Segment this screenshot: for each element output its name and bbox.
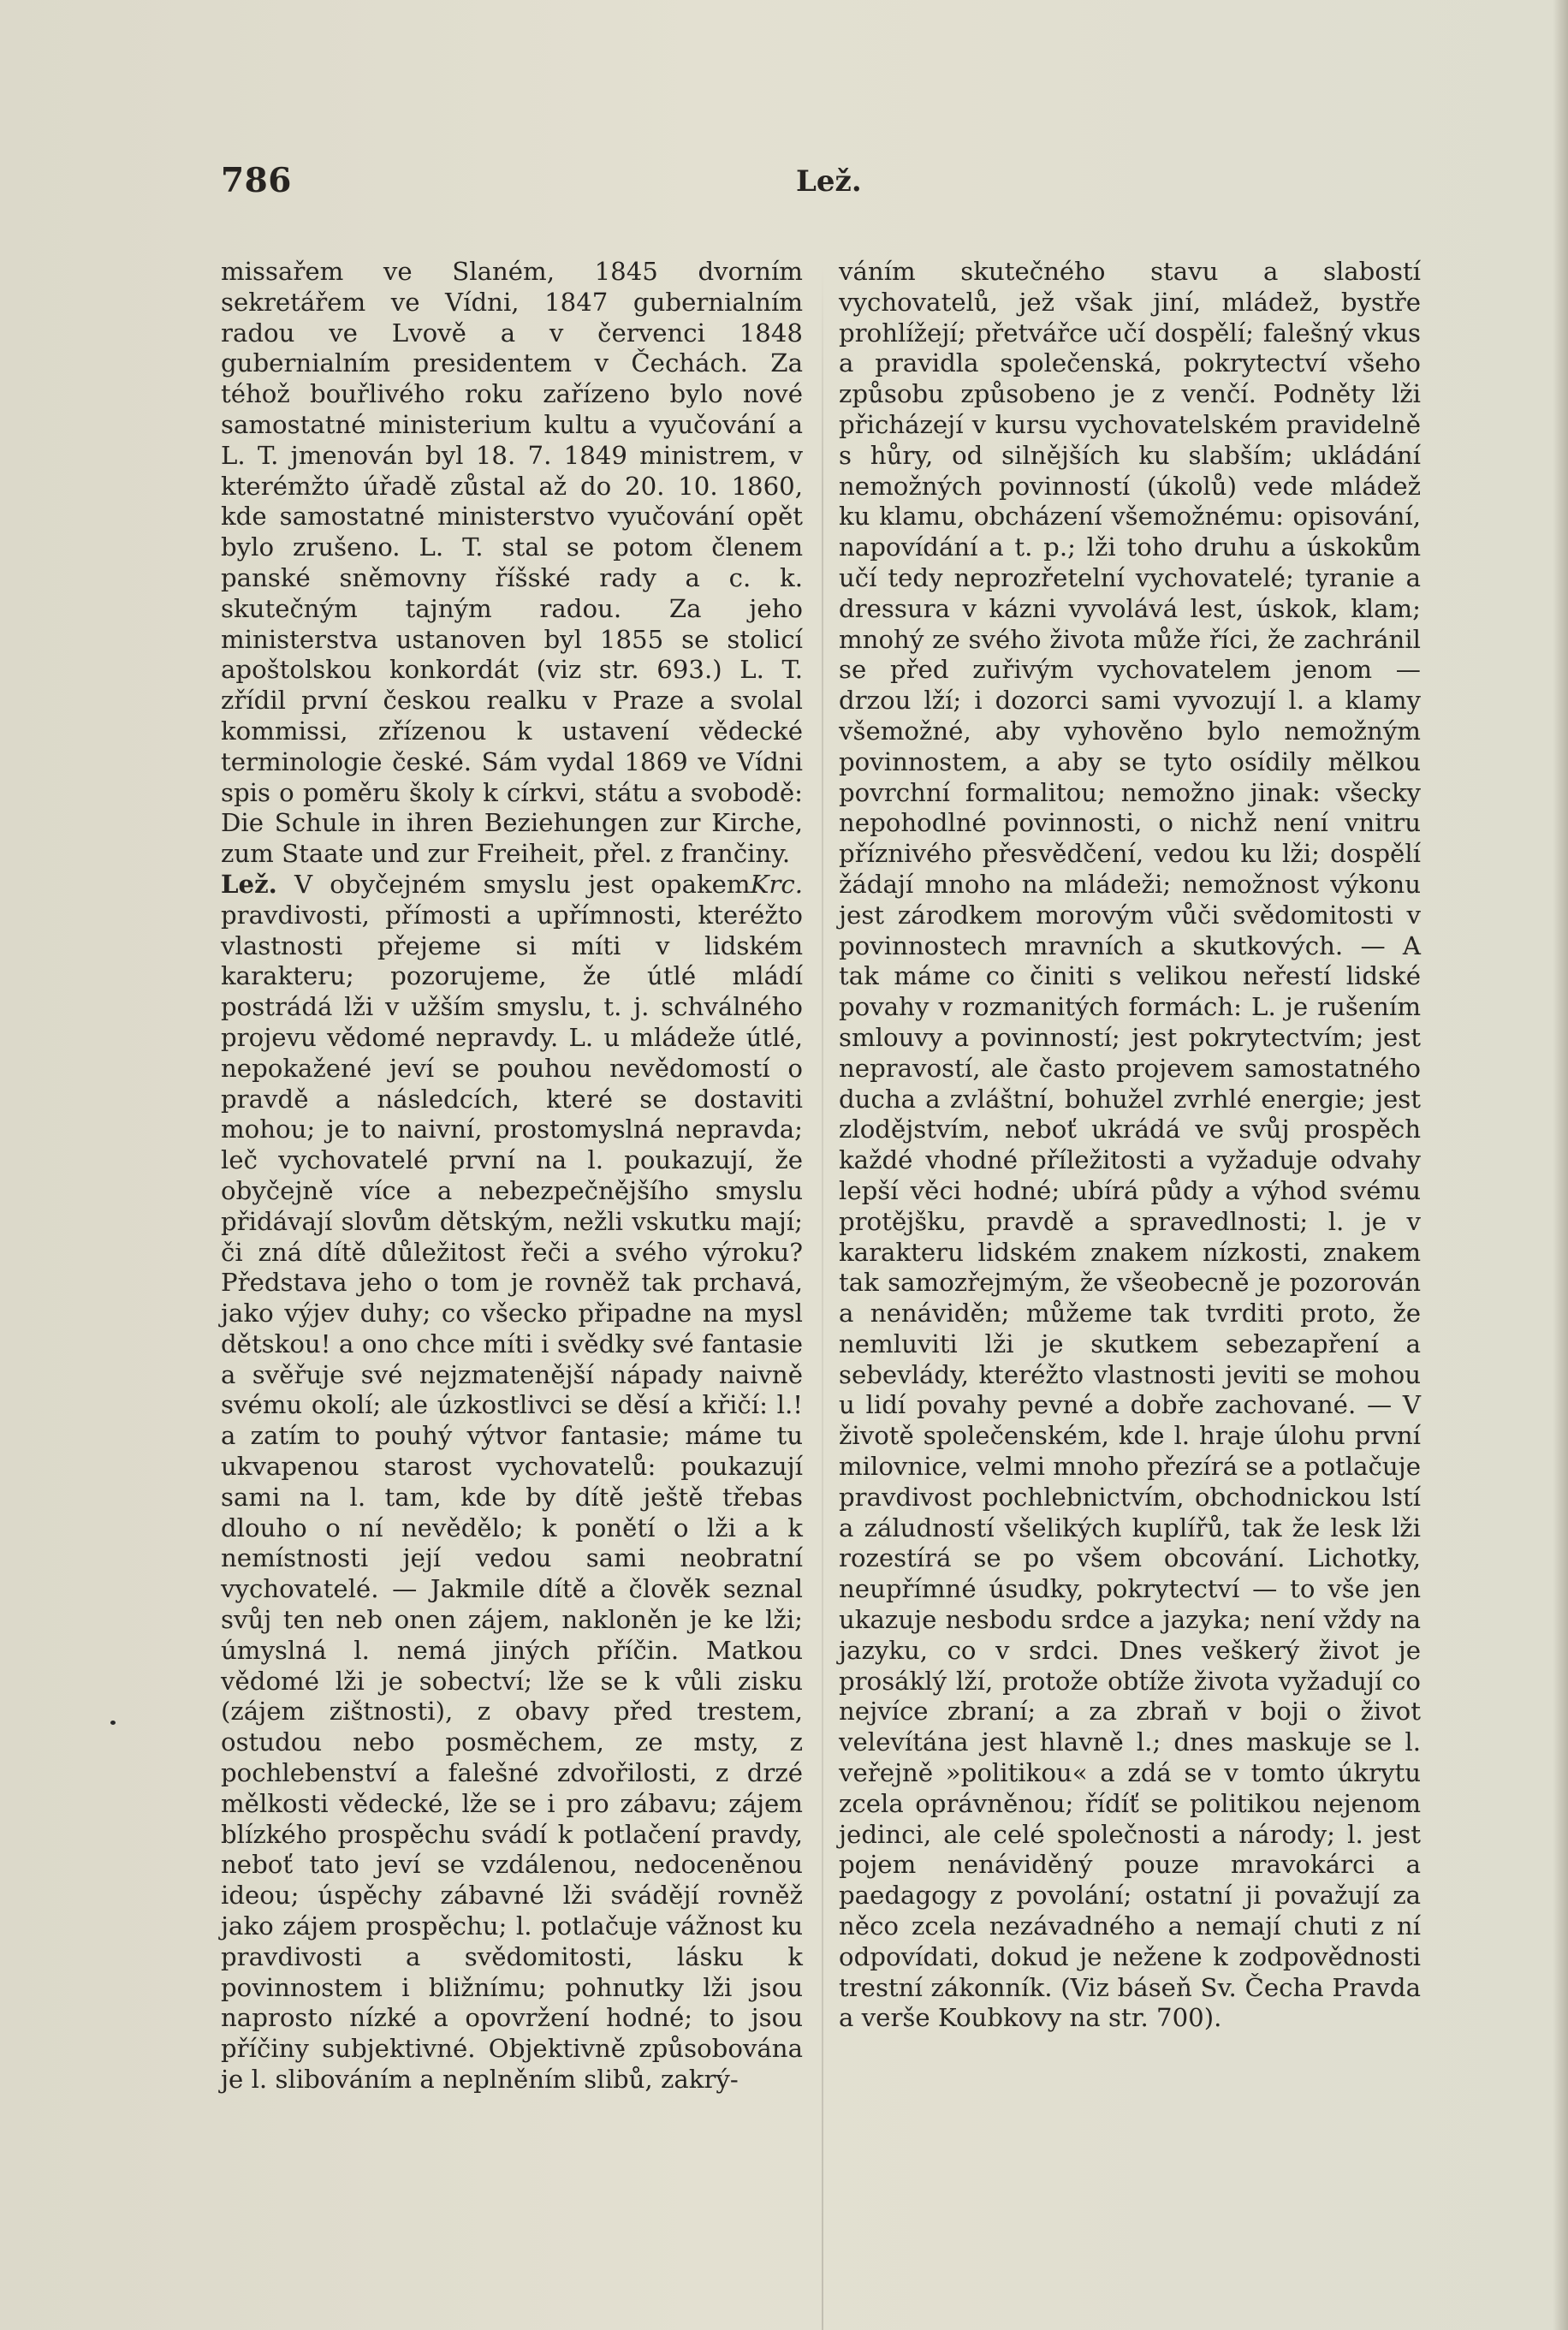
ink-mark bbox=[110, 1721, 116, 1725]
entry-text: V obyčejném smyslu jest opakem pravdivosti, přímosti a upřímnosti, kteréžto vlastnosti přejeme si míti v lidském karakteru; pozorujeme, že útlé mládí postrádá lži v užším smyslu, t. j. schválného projevu vědomé nepravdy. L. u mládeže útlé, nepokažené jeví se pouhou nevědomostí o pravdě a následcích, které se dostaviti mohou; je to naivní, prostomyslná nepravda; leč vychovatelé první na l. poukazují, že obyčejně více a nebezpečnějšího smyslu přidávají slovům dětským, nežli vskutku mají; či zná dítě důležitost řeči a svého výroku? Představa jeho o tom je rovněž tak prchavá, jako výjev duhy; co všecko připadne na mysl dětskou! a ono chce míti i svědky své fantasie a svěřuje své nejzmatenější nápady naivně svému okolí; ale úzkostlivci se děsí a křičí: l.! a zatím to pouhý výtvor fantasie; máme tu ukvapenou starost vychovatelů: poukazují sami na l. tam, kde by dítě ještě třebas dlouho o ní nevědělo; k ponětí o lži a k nemístnosti její vedou sami neobratní vychovatelé. — Jakmile dítě a člověk seznal svůj ten neb onen zájem, nakloněn je ke lži; úmyslná l. nemá jiných příčin. Matkou vědomé lži je sobectví; lže se k vůli zisku (zájem zištnosti), z obavy před trestem, ostudou nebo posměchem, ze msty, z pochlebenství a falešné zdvořilosti, z drzé mělkosti vědecké, lže se i pro zábavu; zájem blízkého prospěchu svádí k potlačení pravdy, neboť tato jeví se vzdálenou, nedoceněnou ideou; úspěchy zábavné lži svádějí rovněž jako zájem prospěchu; l. potlačuje vážnost ku pravdivosti a svědomitosti, lásku k povinnostem i bližnímu; pohnutky lži jsou naprosto nízké a opovržení hodné; to jsou příčiny subjektivné. Objektivně způsobována je l. slibováním a neplněním slibů, zakrý- bbox=[221, 869, 803, 2095]
page-number: 786 bbox=[221, 161, 292, 200]
page-edge-shadow bbox=[1553, 0, 1568, 2330]
entry-headword: Lež. bbox=[221, 869, 277, 899]
column-divider bbox=[822, 265, 823, 2330]
entry-continuation bbox=[839, 257, 1421, 2034]
author-signature: Krc. bbox=[750, 869, 803, 899]
right-column bbox=[839, 257, 1421, 2034]
entry-continuation-text: váním skutečného stavu a slabostí vychovatelů, jež však jiní, mládež, bystře prohlížejí; přetvářce učí dospělí; falešný vkus a pravidla společenská, pokrytectví všeho způsobu způsobeno je z venčí. Podněty lži přicházejí v kursu vychovatelském pravidelně s hůry, od silnějších ku slabším; ukládání nemožných povinností (úkolů) vede mládež ku klamu, obcházení všemožnému: opisování, napovídání a t. p.; lži toho druhu a úskokům učí tedy neprozřetelní vychovatelé; tyranie a dressura v kázni vyvolává lest, úskok, klam; mnohý ze svého života může říci, že zachránil se před zuřivým vychovatelem jenom — drzou lží; i dozorci sami vyvozují l. a klamy všemožné, aby vyhověno bylo nemožným povinnostem, a aby se tyto osídily mělkou povrchní formalitou; nemožno jinak: všecky nepohodlné povinnosti, o nichž není vnitru příznivého přesvědčení, vedou ku lži; dospělí žádají mnoho na mládeži; nemožnost výkonu jest zárodkem morovým vůči svědomitosti v povinnostech mravních a skutkových. — A tak máme co činiti s velikou neřestí lidské povahy v rozmanitých formách: L. je rušením smlouvy a povinností; jest pokrytectvím; jest nepravostí, ale často projevem samostatného ducha a zvláštní, bohužel zvrhlé energie; jest zlodějstvím, neboť ukrádá ve svůj prospěch každé vhodné příležitosti a vyžaduje odvahy lepší věci hodné; ubírá půdy a výhod svému protějšku, pravdě a spravedlnosti; l. je v karakteru lidském znakem nízkosti, znakem tak samozřejmým, že všeobecně je pozorován a nenáviděn; můžeme tak tvrditi proto, že nemluviti lži je skutkem sebezapření a sebevlády, kteréžto vlastnosti jeviti se mohou u lidí povahy pevné a dobře zachované. — V životě společenském, kde l. hraje úlohu první milovnice, velmi mnoho přezírá se a potlačuje pravdivost pochlebnictvím, obchodnickou lstí a záludností všelikých kuplířů, tak že lesk lži rozestírá se po všem obcování. Lichotky, neupřímné úsudky, pokrytectví — to vše jen ukazuje nesbodu srdce a jazyka; není vždy na jazyku, co v srdci. Dnes veškerý život je prosáklý lží, protože obtíže života vyžadují co nejvíce zbraní; a za zbraň v boji o život velevítána jest hlavně l.; dnes maskuje se l. veřejně »politikou« a zdá se v tomto úkrytu zcela oprávněnou; řídíť se politikou nejenom jedinci, ale celé společnosti a národy; l. jest pojem nenáviděný pouze mravokárci a paedagogy z povolání; ostatní ji považují za něco zcela nezávadného a nemají chuti z ní odpovídati, dokud je nežene k zodpovědnosti trestní zákonník. (Viz báseň Sv. Čecha Pravda a verše Koubkovy na str. 700). bbox=[839, 257, 1421, 2033]
running-head: Lež. bbox=[796, 164, 862, 199]
paragraph-text: missařem ve Slaném, 1845 dvorním sekretářem ve Vídni, 1847 gubernialním radou ve Lvově a v červenci 1848 gubernialním presidentem v Čechách. Za téhož bouřlivého roku zařízeno bylo nové samostatné ministerium kultu a vyučování a L. T. jmenován byl 18. 7. 1849 ministrem, v kterémžto úřadě zůstal až do 20. 10. 1860, kde samostatné ministerstvo vyučování opět bylo zrušeno. L. T. stal se potom členem panské sněmovny říšské rady a c. k. skutečným tajným radou. Za jeho ministerstva ustanoven byl 1855 se stolicí apoštolskou konkordát (viz str. 693.) L. T. zřídil první českou realku v Praze a svolal kommissi, zřízenou k ustavení vědecké terminologie české. Sám vydal 1869 ve Vídni spis o poměru školy k církvi, státu a svobodě: Die Schule in ihren Beziehungen zur Kirche, zum Staate und zur Freiheit, přel. z frančiny. bbox=[221, 257, 803, 869]
page-header bbox=[221, 161, 1392, 212]
entry-lez bbox=[221, 870, 803, 2095]
left-column bbox=[221, 257, 803, 2095]
